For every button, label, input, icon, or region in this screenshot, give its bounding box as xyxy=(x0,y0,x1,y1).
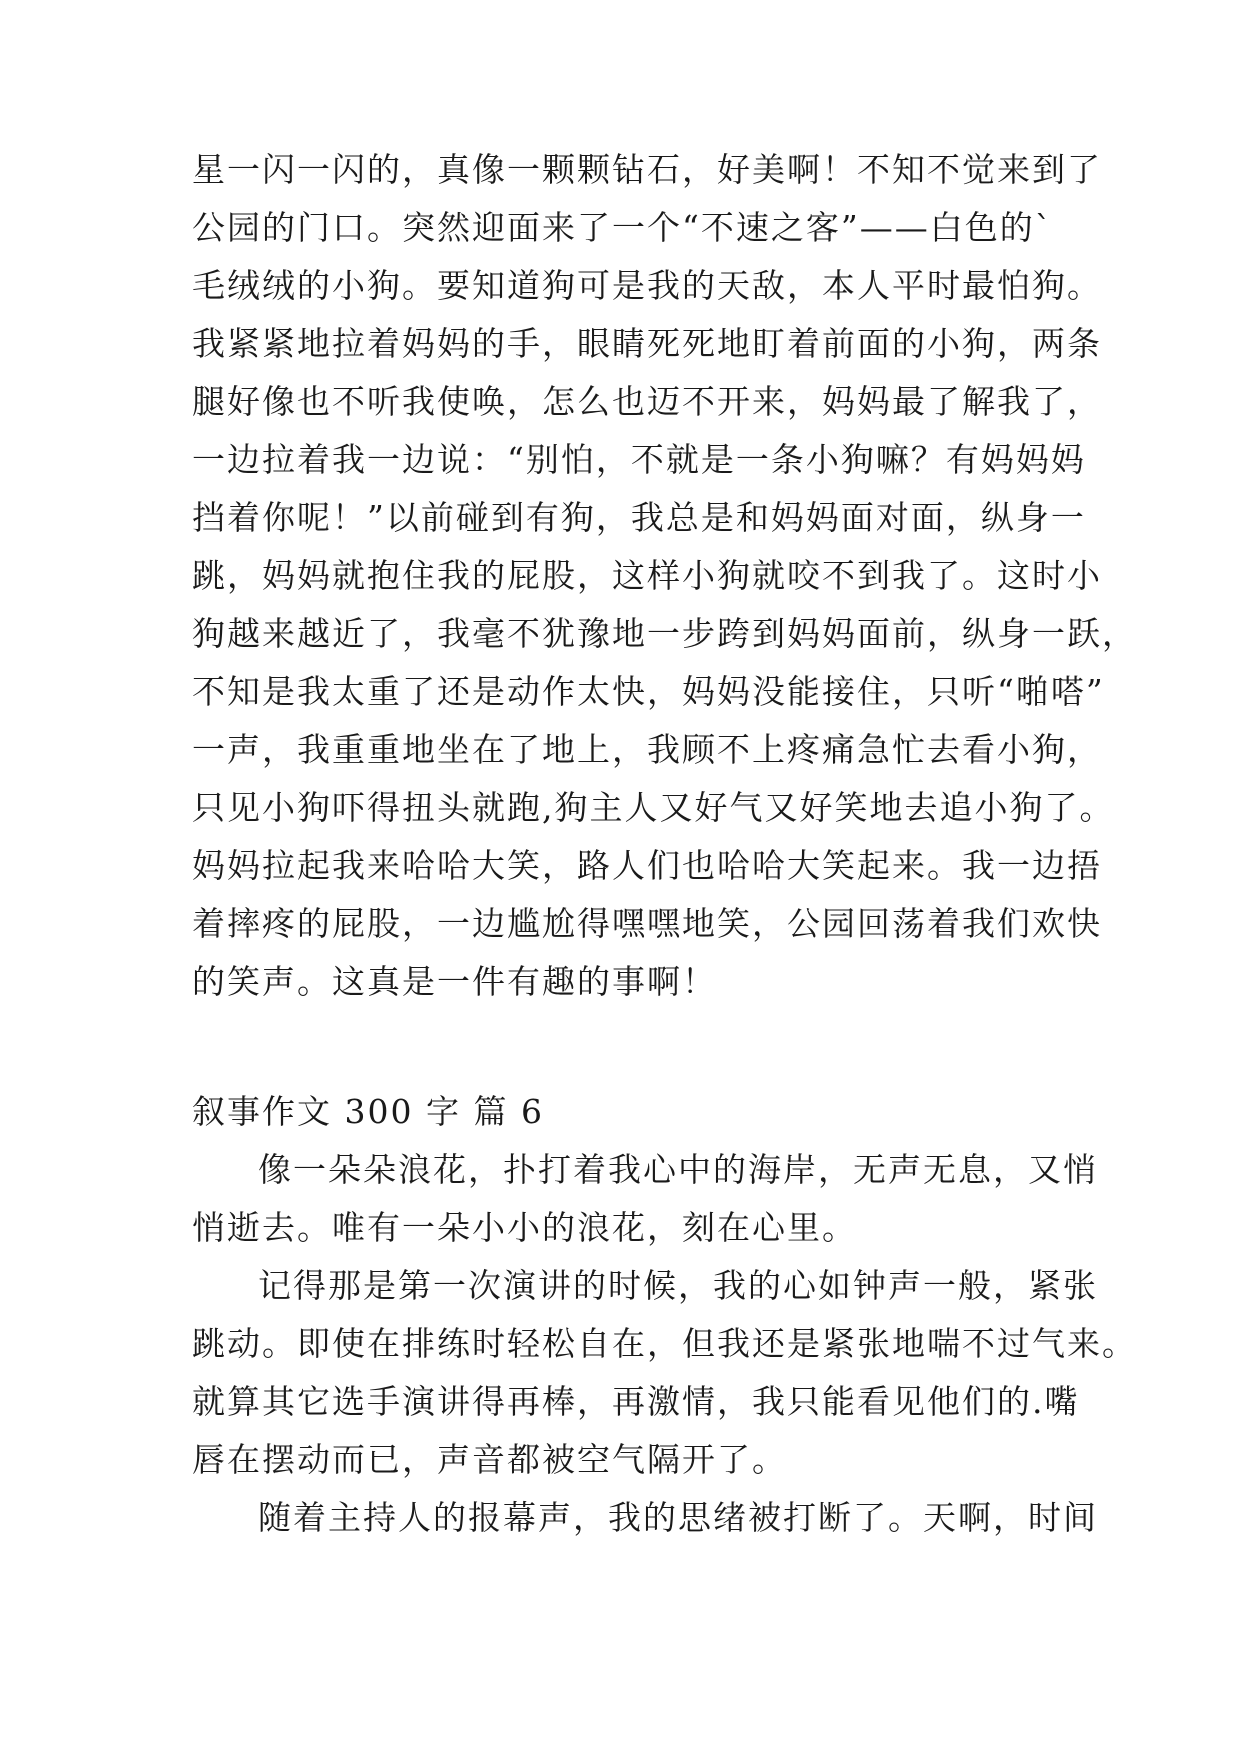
text-line: 不知是我太重了还是动作太快，妈妈没能接住，只听“啪嗒” xyxy=(192,672,1105,711)
section-title: 叙事作文 300 字 篇 6 xyxy=(192,1092,544,1131)
text-line: 挡着你呢！”以前碰到有狗，我总是和妈妈面对面，纵身一 xyxy=(192,498,1086,537)
text-line: 腿好像也不听我使唤，怎么也迈不开来，妈妈最了解我了， xyxy=(192,382,1102,421)
text-line: 着摔疼的屁股，一边尴尬得嘿嘿地笑，公园回荡着我们欢快 xyxy=(192,904,1102,943)
text-line: 一声，我重重地坐在了地上，我顾不上疼痛急忙去看小狗， xyxy=(192,730,1102,769)
text-line: 唇在摆动而已，声音都被空气隔开了。 xyxy=(192,1440,787,1479)
text-line: 星一闪一闪的，真像一颗颗钻石，好美啊！不知不觉来到了 xyxy=(192,150,1102,189)
text-line: 跳，妈妈就抱住我的屁股，这样小狗就咬不到我了。这时小 xyxy=(192,556,1102,595)
text-line: 跳动。即使在排练时轻松自在，但我还是紧张地喘不过气来。 xyxy=(192,1324,1137,1363)
text-line: 公园的门口。突然迎面来了一个“不速之客”——白色的` xyxy=(192,208,1054,247)
text-line: 的笑声。这真是一件有趣的事啊！ xyxy=(192,962,717,1001)
text-line: 记得那是第一次演讲的时候，我的心如钟声一般，紧张 xyxy=(258,1266,1098,1305)
text-line: 毛绒绒的小狗。要知道狗可是我的天敌，本人平时最怕狗。 xyxy=(192,266,1102,305)
text-line: 就算其它选手演讲得再棒，再激情，我只能看见他们的.嘴 xyxy=(192,1382,1080,1421)
text-line: 悄逝去。唯有一朵小小的浪花，刻在心里。 xyxy=(192,1208,857,1247)
text-line: 随着主持人的报幕声，我的思绪被打断了。天啊，时间 xyxy=(258,1498,1098,1537)
text-line: 只见小狗吓得扭头就跑,狗主人又好气又好笑地去追小狗了。 xyxy=(192,788,1115,827)
text-line: 妈妈拉起我来哈哈大笑，路人们也哈哈大笑起来。我一边捂 xyxy=(192,846,1102,885)
text-line: 像一朵朵浪花，扑打着我心中的海岸，无声无息，又悄 xyxy=(258,1150,1098,1189)
text-line: 一边拉着我一边说：“别怕，不就是一条小狗嘛？有妈妈妈 xyxy=(192,440,1086,479)
text-line: 狗越来越近了，我毫不犹豫地一步跨到妈妈面前，纵身一跃， xyxy=(192,614,1137,653)
text-line: 我紧紧地拉着妈妈的手，眼睛死死地盯着前面的小狗，两条 xyxy=(192,324,1102,363)
